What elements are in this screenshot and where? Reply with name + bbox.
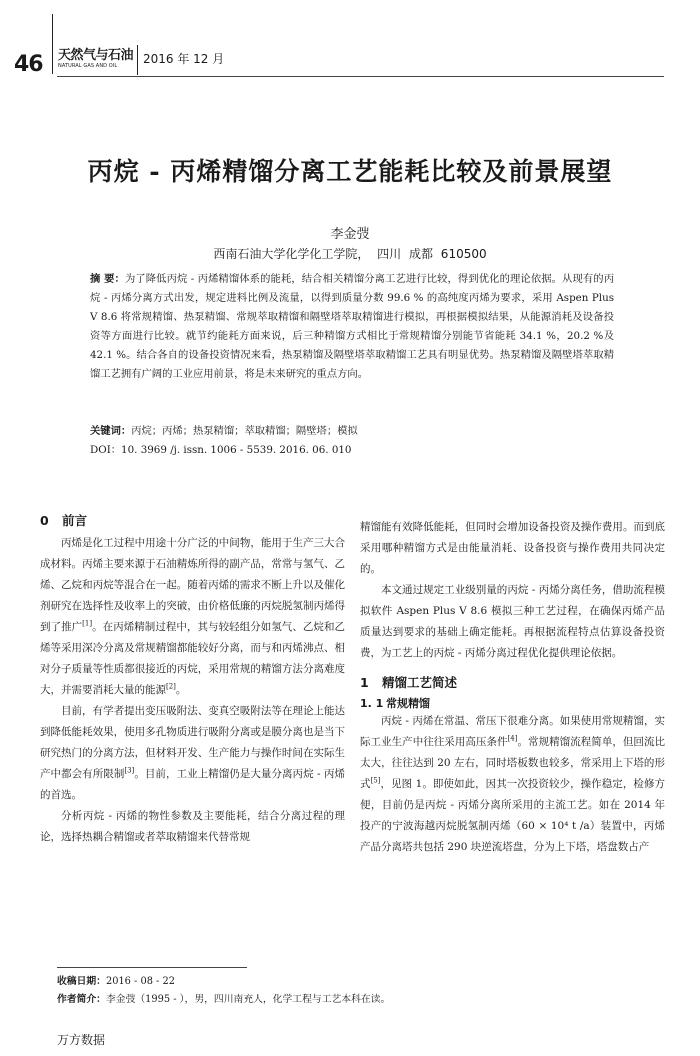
received-date: 收稿日期：2016 - 08 - 22 bbox=[57, 976, 175, 987]
paragraph: 丙烷 - 丙烯在常温、常压下很难分离。如果使用常规精馏，实际工业生产中往往采用高压条件[4]。常规精馏流程简单，但回流比太大，往往达到 20 左右，同时塔板数也较多，常采用上下塔的形式[5]，见图 1。即使如此，因其一次投资较少，操作稳定，检修方便，目前仍是丙烷 - 丙烯分离所采用的主流工艺。如在 2014 年投产的宁波海越丙烷脱氢制丙烯（60 × 10⁴ t /a）装置中，丙烯产品分离塔共包括 290 块逆流塔盘，分为上下塔，塔盘数占产 bbox=[360, 715, 666, 853]
author-affiliation: 西南石油大学化学化工学院， 四川 成都 610500 bbox=[213, 247, 487, 261]
keywords bbox=[90, 422, 614, 441]
header-divider-2 bbox=[137, 45, 138, 75]
author-bio: 作者简介：李金弢（1995 - ），男，四川南充人，化学工程与工艺本科在读。 bbox=[57, 994, 391, 1005]
section-heading-1: 1 精馏工艺简述 bbox=[360, 675, 458, 690]
header-rule bbox=[57, 76, 664, 77]
issue-date: 2016 年 12 月 bbox=[143, 52, 225, 66]
paragraph: 分析丙烷 - 丙烯的物性参数及主要能耗，结合分离过程的理论，选择热耦合精馏或者萃取精馏来代替常规 bbox=[40, 810, 345, 843]
article-title: 丙烷 - 丙烯精馏分离工艺能耗比较及前景展望 bbox=[87, 157, 613, 186]
journal-name: 天然气与石油 bbox=[58, 48, 134, 63]
author-name: 李金弢 bbox=[330, 227, 370, 242]
keywords-text: 丙烷；丙烯；热泵精馏；萃取精馏；隔壁塔；模拟 bbox=[131, 425, 358, 437]
paragraph: 目前，有学者提出变压吸附法、变真空吸附法等在理论上能达到降低能耗效果，使用多孔物质进行吸附分离或是膜分离也是当下研究热门的分离方法，但材料开发、生产能力与操作时间在实际生产中都会有所限制[3]。目前，工业上精馏仍是大量分离丙烷 - 丙烯的首选。 bbox=[40, 705, 345, 801]
right-column bbox=[360, 517, 665, 858]
watermark: 万方数据 bbox=[57, 1033, 106, 1047]
header-divider bbox=[52, 14, 53, 74]
paragraph: 丙烯是化工过程中用途十分广泛的中间物，能用于生产三大合成材料。丙烯主要来源于石油精炼所得的副产品，常常与氢气、乙烯、乙烷和丙烷等混合在一起。随着丙烯的需求不断上升以及催化剂研究在选择性及收率上的突破，由价格低廉的丙烷脱氢制丙烯得到了推广[1]。在丙烯精制过程中，其与较轻组分如氢气、乙烷和乙烯等采用深冷分离及常规精馏都能较好分离，而与和丙烯沸点、相对分子质量等性质都很接近的丙烷，采用常规的精馏方法分离难度大，并需要消耗大量的能源[2]。 bbox=[40, 537, 346, 696]
subsection-heading-1-1: 1. 1 常规精馏 bbox=[360, 697, 430, 710]
footnote-rule bbox=[57, 967, 247, 968]
left-column bbox=[40, 511, 345, 848]
abstract bbox=[90, 270, 614, 384]
abstract-text: 为了降低丙烷 - 丙烯精馏体系的能耗，结合相关精馏分离工艺进行比较，得到优化的理论依据。从现有的丙烷 - 丙烯分离方式出发，规定进料比例及流量，以得到质量分数 99.6 % 的高纯度丙烯为要求，采用 Aspen Plus V 8.6 将常规精馏、热泵精馏、常规萃取精馏和隔壁塔萃取精馏进行模拟，再根据模拟结果，从能源消耗及设备投资等方面进行比较。就节约能耗方面来说，后三种精馏方式相比于常规精馏分别能节省能耗 34.1 %，20.2 %及 42.1 %。结合各自的设备投资情况来看，热泵精馏及隔壁塔萃取精馏工艺具有明显优势。热泵精馏及隔壁塔萃取精馏工艺拥有广阔的工业应用前景，将是未来研究的重点方向。 bbox=[90, 273, 614, 380]
abstract-label: 摘 要： bbox=[90, 273, 125, 285]
doi: DOI：10. 3969 /j. issn. 1006 - 5539. 2016. 06. 010 bbox=[90, 444, 352, 456]
journal-name-english: NATURAL GAS AND OIL bbox=[58, 63, 118, 69]
page-number: 46 bbox=[14, 52, 43, 77]
paragraph: 精馏能有效降低能耗，但同时会增加设备投资及操作费用。而到底采用哪种精馏方式是由能量消耗、设备投资与操作费用共同决定的。 bbox=[360, 521, 665, 575]
keywords-label: 关键词： bbox=[90, 425, 132, 437]
paragraph: 本文通过规定工业级别量的丙烷 - 丙烯分离任务，借助流程模拟软件 Aspen Plus V 8.6 模拟三种工艺过程，在确保丙烯产品质量达到要求的基础上确定能耗。再根据流程特点估算设备投资费，为工艺上的丙烷 - 丙烯分离过程优化提供理论依据。 bbox=[360, 584, 665, 659]
section-heading-0: 0 前言 bbox=[40, 513, 88, 528]
